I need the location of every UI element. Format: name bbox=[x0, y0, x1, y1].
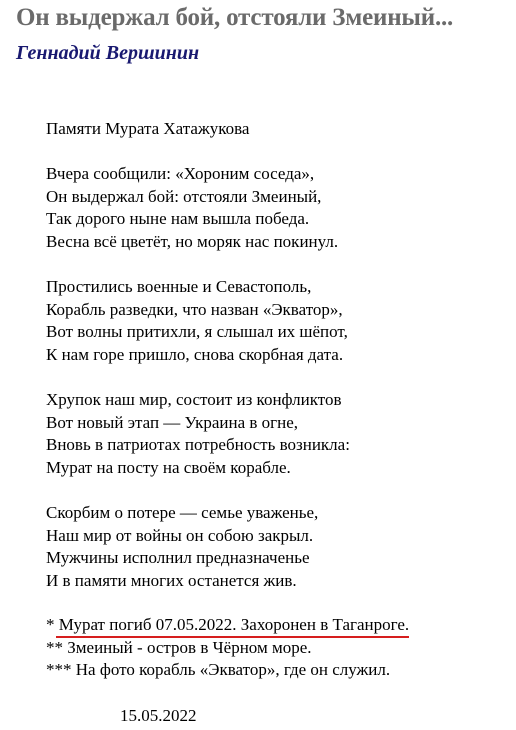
poem-line: Скорбим о потере — семье уваженье, bbox=[46, 503, 319, 523]
red-underline bbox=[56, 636, 409, 638]
poem-line: И в памяти многих останется жив. bbox=[46, 570, 297, 590]
stanza-4 bbox=[46, 502, 506, 592]
poem-line: Вот новый этап — Украина в огне, bbox=[46, 412, 299, 432]
stanza-2 bbox=[46, 276, 506, 366]
poem-line: Мурат на посту на своём корабле. bbox=[46, 457, 291, 477]
footnote-item: ** Змеиный - остров в Чёрном море. bbox=[46, 637, 312, 657]
footnote-text: * Мурат погиб 07.05.2022. Захоронен в Таганроге. bbox=[46, 615, 410, 634]
poem-line: Вчера сообщили: «Хороним соседа», bbox=[46, 164, 315, 184]
footnote-item bbox=[46, 614, 506, 637]
poem-line: Так дорого ныне нам вышла победа. bbox=[46, 209, 310, 229]
footnotes bbox=[46, 614, 506, 682]
poem-line: Весна всё цветёт, но моряк нас покинул. bbox=[46, 231, 339, 251]
stanza-gap bbox=[46, 367, 506, 390]
poem-line: Мужчины исполнил предназначенье bbox=[46, 548, 310, 568]
author-name[interactable]: Геннадий Вершинин bbox=[16, 42, 200, 64]
publication-date: 15.05.2022 bbox=[120, 706, 197, 725]
poem-line: К нам горе пришло, снова скорбная дата. bbox=[46, 344, 344, 364]
poem-body bbox=[46, 118, 506, 592]
poem-line: Корабль разведки, что назван «Экватор», bbox=[46, 299, 343, 319]
poem-line: Наш мир от войны он собою закрыл. bbox=[46, 525, 314, 545]
poem-line: Он выдержал бой: отстояли Змеиный, bbox=[46, 186, 322, 206]
stanza-gap bbox=[46, 141, 506, 164]
footnote-highlighted bbox=[46, 614, 409, 637]
poem-line: Вновь в патриотах потребность возникла: bbox=[46, 435, 350, 455]
stanza-gap bbox=[46, 254, 506, 277]
dedication: Памяти Мурата Хатажукова bbox=[46, 119, 250, 138]
stanza-3 bbox=[46, 389, 506, 479]
poem-title: Он выдержал бой, отстояли Змеиный... bbox=[16, 4, 454, 31]
poem-line: Хрупок наш мир, состоит из конфликтов bbox=[46, 390, 342, 410]
poem-line: Вот волны притихли, я слышал их шёпот, bbox=[46, 322, 348, 342]
footnote-item: *** На фото корабль «Экватор», где он служил. bbox=[46, 660, 391, 680]
stanza-gap bbox=[46, 480, 506, 503]
poem-line: Простились военные и Севастополь, bbox=[46, 277, 312, 297]
stanza-1 bbox=[46, 163, 506, 253]
